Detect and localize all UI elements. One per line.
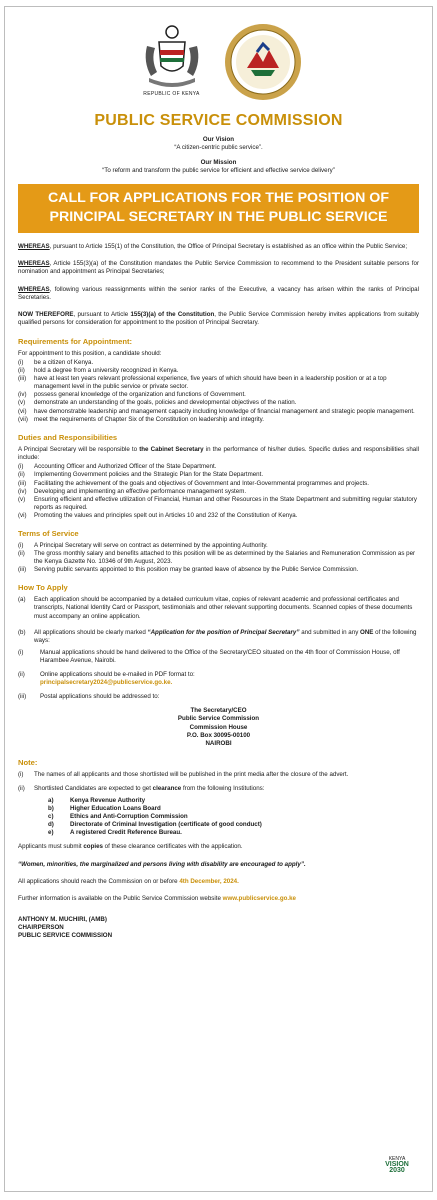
vision-text: “A citizen-centric public service”. — [174, 144, 263, 152]
list-item: (v) Ensuring efficient and effective utilization of Financial, Human and other Resources in the State Department and submitting regular statutory reports as required. — [18, 495, 417, 511]
banner-line-2: PRINCIPAL SECRETARY IN THE PUBLIC SERVICE — [49, 208, 388, 225]
requirements-intro: For appointment to this position, a candidate should: — [18, 349, 162, 357]
whereas-2: WHEREAS, Article 155(3)(a) of the Constitution mandates the Public Service Commission to recommend to the President suitable persons for nomination and appointment as Principal Secretaries; — [18, 259, 419, 276]
list-item: (ii) The gross monthly salary and benefits attached to this position will be as determined by the Salaries and Remuneration Commission as per the Kenya Gazette No. 10346 of 9th August, 2023. — [18, 550, 416, 566]
duties-intro: A Principal Secretary will be responsible to the Cabinet Secretary in the performance of his/her duties. Specific duties and responsibilities shall include: — [18, 445, 419, 462]
requirements-list — [18, 359, 419, 424]
apply-ways-list — [18, 649, 419, 701]
website-note: Further information is available on the Public Service Commission website www.publicservice.go.ke — [18, 895, 296, 903]
org-title: PUBLIC SERVICE COMMISSION — [94, 112, 343, 129]
list-item: (v) demonstrate an understanding of the goals, policies and developmental objectives of the nation. — [18, 399, 297, 407]
terms-list — [18, 542, 419, 574]
whereas-1: WHEREAS, pursuant to Article 155(1) of the Constitution, the Office of Principal Secretary is established as an office within the Public Service; — [18, 242, 408, 250]
duties-list — [18, 463, 419, 520]
list-item: (iii) Serving public servants appointed to this position may be granted leave of absence by the Public Service Commission. — [18, 566, 359, 574]
list-item: (ii) Implementing Government policies and the Strategic Plan for the State Department. — [18, 471, 264, 479]
deadline-note: All applications should reach the Commission on or before 4th December, 2024. — [18, 878, 239, 886]
now-therefore: NOW THEREFORE, pursuant to Article 155(3)(a) of the Constitution, the Public Service Commission hereby invites applications from suitably qualified persons for consideration for appointment to the position of Principal Secretary. — [18, 311, 420, 327]
requirements-heading: Requirements for Appointment: — [18, 336, 133, 346]
clearance-institutions — [48, 797, 419, 837]
list-item: (iv) possess general knowledge of the organization and functions of Government. — [18, 391, 246, 399]
apply-heading: How To Apply — [18, 583, 68, 593]
list-item: (vi) Promoting the values and principles spelt out in Articles 10 and 232 of the Constitution of Kenya. — [18, 511, 298, 519]
vision-mission — [18, 136, 419, 176]
terms-heading: Terms of Service — [18, 529, 79, 538]
apply-list — [18, 596, 419, 644]
mission-heading: Our Mission — [200, 158, 237, 166]
duties-heading: Duties and Responsibilities — [18, 432, 118, 442]
copies-note: Applicants must submit copies of these clearance certificates with the application. — [18, 843, 243, 851]
list-item: (b) All applications should be clearly marked “Application for the position of Principal Secretary” and submitted in any ONE of the following ways: — [18, 628, 417, 644]
inclusion-quote: “Women, minorities, the marginalized and persons living with disability are encouraged to apply”. — [18, 860, 306, 868]
list-item: d) Directorate of Criminal Investigation (certificate of good conduct) — [48, 821, 262, 829]
psc-seal-icon — [223, 22, 303, 102]
list-item: (i) A Principal Secretary will serve on contract as determined by the appointing Authority. — [18, 542, 268, 549]
call-banner — [18, 184, 419, 233]
vision-heading: Our Vision — [202, 136, 235, 143]
website-link[interactable]: www.publicservice.go.ke — [222, 895, 296, 903]
coat-caption: REPUBLIC OF KENYA — [143, 91, 200, 97]
coat-of-arms-icon — [141, 22, 203, 90]
logo-row — [18, 0, 419, 104]
list-item: (i) be a citizen of Kenya. — [18, 359, 94, 366]
list-item: (iii) Postal applications should be addressed to: — [18, 693, 160, 701]
list-item: (ii) Shortlisted Candidates are expected to get clearance from the following Institutions: — [18, 784, 265, 792]
list-item: (ii) Online applications should be e-mailed in PDF format to: principalsecretary2024@publicservice.go.ke. — [18, 671, 195, 687]
list-item: (i) Accounting Officer and Authorized Officer of the State Department. — [18, 463, 217, 471]
signatory-name: ANTHONY M. MUCHIRI, (AMB) — [18, 915, 107, 923]
application-email-link[interactable]: principalsecretary2024@publicservice.go.ke. — [40, 679, 173, 687]
coat-of-arms — [135, 22, 209, 104]
list-item: (vi) have demonstrable leadership and management capacity including knowledge of financial management and strategic people management. — [18, 407, 415, 415]
signatory-title: CHAIRPERSON — [18, 923, 64, 931]
list-item: a) Kenya Revenue Authority — [48, 796, 146, 804]
list-item: (iii) have at least ten years relevant professional experience, five years of which should have been in a leadership position or at a top management level in the public service or private sector. — [18, 375, 387, 391]
postal-address: The Secretary/CEO Public Service Commission Commission House P.O. Box 30095-00100 NAIROBI — [177, 707, 260, 747]
whereas-3: WHEREAS, following various reassignments within the senior ranks of the Executive, a vacancy has arisen within the ranks of Principal Secretaries. — [18, 285, 419, 301]
list-item: b) Higher Education Loans Board — [48, 805, 161, 813]
list-item: c) Ethics and Anti-Corruption Commission — [48, 813, 188, 821]
note-heading: Note: — [18, 757, 38, 767]
signature-block — [18, 916, 419, 940]
list-item: (iv) Developing and implementing an effective performance management system. — [18, 487, 247, 495]
mission-text: “To reform and transform the public service for efficient and effective service delivery” — [102, 167, 335, 175]
list-item: (vii) meet the requirements of Chapter Six of the Constitution on leadership and integrity. — [18, 415, 264, 423]
list-item: (iii) Facilitating the achievement of the goals and objectives of Government and Inter-Governmental programmes and projects. — [18, 479, 369, 487]
list-item: (a) Each application should be accompanied by a detailed curriculum vitae, copies of relevant academic and professional certificates and transcripts, National Identity Card or Passport, testimonials and other relevant supporting documents. Scanned copies of these documents must accompany an online application. — [18, 596, 413, 620]
banner-line-1: CALL FOR APPLICATIONS FOR THE POSITION OF — [47, 189, 390, 206]
list-item: e) A registered Credit Reference Bureau. — [48, 829, 182, 837]
note-list — [18, 771, 419, 793]
list-item: (ii) hold a degree from a university recognized in Kenya. — [18, 367, 179, 375]
signatory-org: PUBLIC SERVICE COMMISSION — [18, 931, 113, 939]
vision-2030-logo: KENYA VISION 2030 — [385, 1156, 409, 1174]
list-item: (i) Manual applications should be hand delivered to the Office of the Secretary/CEO situated on the 4th floor of Commission House, off Harambee Avenue, Nairobi. — [18, 648, 400, 664]
list-item: (i) The names of all applicants and those shortlisted will be published in the print media after the closure of the advert. — [18, 770, 349, 778]
